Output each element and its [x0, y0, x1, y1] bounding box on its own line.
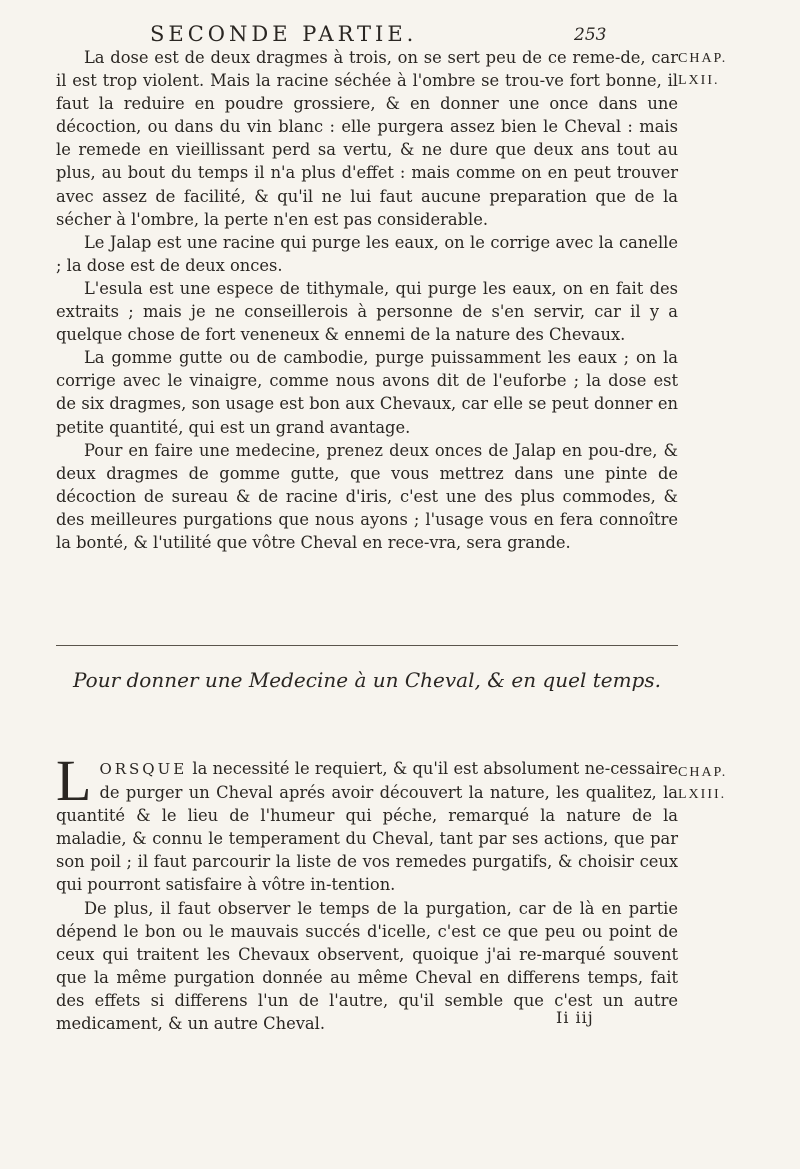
- paragraph-lorsque-text: la necessité le requiert, & qu'il est absolument ne-cessaire de purger un Cheval aprés avoir découvert la nature, les qualitez, la quantité & le lieu de l'humeur qui péche, remarqué la nature de la maladie, & connu le temperament du Cheval, tant par ses actions, que par son poil ; il faut parcourir la liste de vos remedes purgatifs, & choisir ceux qui pourront satisfaire à vôtre in-tention.: [56, 759, 678, 895]
- paragraph-jalap: Le Jalap est une racine qui purge les eaux, on le corrige avec la canelle ; la dose est de deux onces.: [56, 232, 678, 275]
- lead-word: ORSQUE: [99, 760, 188, 778]
- drop-cap: L: [56, 748, 92, 813]
- section-title: Pour donner une Medecine à un Cheval, & en quel temps.: [73, 668, 661, 692]
- paragraph-medecine-recipe: Pour en faire une medecine, prenez deux onces de Jalap en pou-dre, & deux dragmes de gomme gutte, que vous mettrez dans une pinte de décoction de sureau & de racine d'iris, c'est une des plus commodes, & des meilleures purgations que nous ayons ; l'usage vous en fera connoître la bonté, & l'utilité que vôtre Cheval en rece-vra, sera grande.: [56, 440, 678, 552]
- paragraph-esula: L'esula est une espece de tithymale, qui purge les eaux, on en fait des extraits ; mais je ne conseillerois à personne de s'en servir, car il y a quelque chose de fort veneneux & ennemi de la nature des Chevaux.: [56, 278, 678, 345]
- section-divider: [56, 645, 678, 646]
- page-number: 253: [574, 25, 607, 45]
- text-block-remedies: [56, 46, 678, 554]
- margin-note-chapter-2: CHAP. LXIII.: [678, 765, 728, 802]
- paragraph-de-plus: De plus, il faut observer le temps de la purgation, car de là en partie dépend le bon ou le mauvais succés d'icelle, c'est ce que peu ou point de ceux qui traitent les Chevaux observent, quoique j'ai re-marqué souvent que la même purgation donnée au même Cheval en differens temps, fait des effets si differens l'un de l'autre, qu'il semble que c'est un autre medicament, & un autre Cheval.: [56, 898, 678, 1034]
- signature-mark: Ii iij: [556, 1008, 594, 1027]
- margin-note-chapter: CHAP. LXII.: [678, 51, 728, 88]
- paragraph-lorsque: [56, 748, 678, 897]
- paragraph-dose: La dose est de deux dragmes à trois, on se sert peu de ce reme-de, car il est trop violent. Mais la racine séchée à l'ombre se trou-ve fort bonne, il faut la reduire en poudre grossiere, & en donner une once dans une décoction, ou dans du vin blanc : elle purgera assez bien le Cheval : mais le remede en vieillissant perd sa vertu, & ne dure que deux ans tout au plus, au bout du temps il n'a plus d'effet : mais comme on en peut trouver avec assez de facilité, & qu'il ne lui faut aucune preparation que de la sécher à l'ombre, la perte n'en est pas considerable.: [56, 48, 678, 229]
- paragraph-gomme-gutte: La gomme gutte ou de cambodie, purge puissamment les eaux ; on la corrige avec le vinaigre, comme nous avons dit de l'euforbe ; la dose est de six dragmes, son usage est bon aux Chevaux, car elle se peut donner en petite quantité, qui est un grand avantage.: [56, 348, 678, 437]
- text-block-purging: [56, 748, 678, 1035]
- running-title: SECONDE PARTIE.: [150, 22, 418, 46]
